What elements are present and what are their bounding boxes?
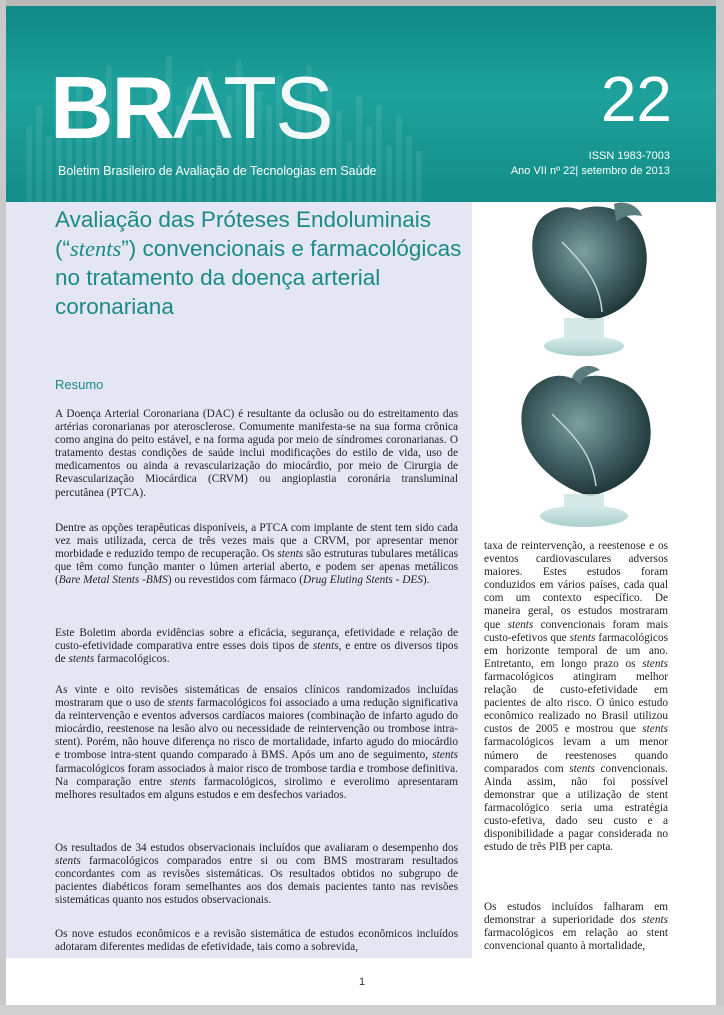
heart-illustrations xyxy=(472,202,708,531)
page-number: 1 xyxy=(358,976,366,988)
title-italic: stents xyxy=(70,236,122,261)
body-paragraph: taxa de reintervenção, a reestenose e os eventos cardiovasculares adversos maiores. Estes estudos foram conduzidos em vários países, cada qual com um contexto específico. De maneira geral, os estudos mostraram que stents convencionais foram mais custo-efetivos que stents farmacológicos em horizonte temporal de um ano. Entretanto, em longo prazo os stents farmacológicos atingiram melhor relação de custo-efetividade em pacientes de alto risco. O único estudo econômico realizado no Brasil utilizou custos de 2005 e mostrou que stents farmacológicos levam a um menor número de reestenoses quando comparados com stents convencionais. Ainda assim, não foi possível demonstrar que a utilização de stent farmacológico seria uma estratégia custo-efetiva, dado seu custo e a disponibilidade a pagar considerada no estudo de três PIB per capta. xyxy=(484,540,669,854)
brats-logo xyxy=(50,58,332,157)
section-label-resumo: Resumo xyxy=(55,377,104,392)
body-paragraph: As vinte e oito revisões sistemáticas de ensaios clínicos randomizados incluídas mostraram que o uso de stents farmacológicos foi associado a uma redução significativa da reintervenção e eventos adversos cardíacos maiores (combinação de infarto agudo do miocárdio, reestenose na lesão alvo ou necessidade de reintervenção ou trombose intra-stent). Porém, não houve diferença no risco de mortalidade, infarto agudo do miocárdio e trombose intra-stent quando comparado à BMS. Após um ano de seguimento, stents farmacológicos foram associados à maior risco de trombose tardia e trombose definitiva. Na comparação entre stents farmacológicos, sirolimo e everolimo apresentaram melhores resultados em alguns estudos e em desfechos variados. xyxy=(55,684,459,801)
logo-light-text: ATS xyxy=(173,58,332,157)
article-title xyxy=(55,205,467,321)
heart-models-photo xyxy=(472,202,708,531)
bulletin-subtitle: Boletim Brasileiro de Avaliação de Tecnologias em Saúde xyxy=(58,164,377,178)
issn-label: ISSN 1983-7003 xyxy=(588,150,670,162)
title-part-2: ”) convencionais e farmacológicas no tratamento da doença arterial coronariana xyxy=(55,236,462,319)
body-paragraph: Este Boletim aborda evidências sobre a eficácia, segurança, efetividade e relação de custo-efetividade comparativa entre esses dois tipos de stents, e entre os diversos tipos de stents farmacológicos. xyxy=(55,627,458,666)
edition-label: Ano VII nº 22| setembro de 2013 xyxy=(510,165,670,177)
body-paragraph: Dentre as opções terapêuticas disponíveis, a PTCA com implante de stent tem sido cada vez mais utilizada, cerca de três vezes mais que a CRVM, por apresentar menor morbidade e reduzido tempo de recuperação. Os stents são estruturas tubulares metálicas que têm como função manter o lúmen arterial aberto, e podem ser apenas metálicos (Bare Metal Stents -BMS) ou revestidos com fármaco (Drug Eluting Stents - DES). xyxy=(55,522,458,587)
title-part-1: Avaliação das Próteses Endoluminais (“ xyxy=(55,207,432,261)
bulletin-header xyxy=(6,6,716,202)
body-paragraph: Os resultados de 34 estudos observacionais incluídos que avaliaram o desempenho dos stents farmacológicos comparados entre si ou com BMS mostraram resultados concordantes com as revisões sistemáticas. Os resultados obtidos no subgrupo de pacientes diabéticos foram semelhantes aos dos demais pacientes tanto nas revisões sistemáticas quanto nos estudos observacionais. xyxy=(55,842,458,907)
logo-bold-text: BR xyxy=(50,58,174,157)
issue-number: 22 xyxy=(600,63,672,135)
body-paragraph: A Doença Arterial Coronariana (DAC) é resultante da oclusão ou do estreitamento das artérias coronarianas por aterosclerose. Comumente manifesta-se na sua forma crônica como angina do peito estável, e na forma aguda por meio de síndromes coronarianas. O tratamento destas condições de saúde inclui modificações do estilo de vida, uso de medicamentos ou ainda a revascularização do miocárdio, por meio de Cirurgia de Revascularização Miocárdica (CRVM) ou angioplastia coronária transluminal percutânea (PTCA). xyxy=(55,408,458,499)
body-paragraph: Os nove estudos econômicos e a revisão sistemática de estudos econômicos incluídos adotaram diferentes medidas de efetividade, tais como a sobrevida, xyxy=(55,928,458,954)
body-paragraph: Os estudos incluídos falharam em demonstrar a superioridade dos stents farmacológicos em relação ao stent convencional quanto à mortalidade, xyxy=(484,901,668,953)
window-frame-bottom xyxy=(0,1005,724,1015)
bottom-heart-icon xyxy=(521,366,650,527)
top-heart-icon xyxy=(532,203,647,357)
window-frame-right xyxy=(716,0,724,1015)
